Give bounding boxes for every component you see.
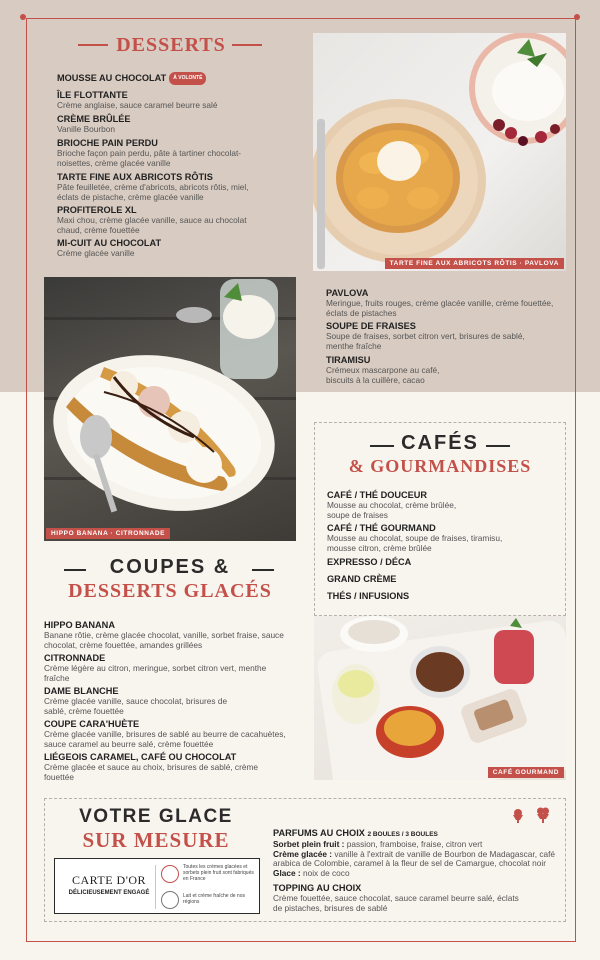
carte-dor-block — [54, 858, 260, 914]
glace-title-line2: SUR MESURE — [82, 828, 230, 852]
topping-heading: TOPPING AU CHOIX — [273, 883, 362, 893]
list-item — [326, 288, 556, 318]
list-item — [44, 719, 294, 749]
milk-icon — [161, 891, 179, 909]
hippo-banana-photo — [44, 277, 296, 541]
item-desc: Maxi chou, crème glacée vanille, sauce au chocolat chaud, crème fouettée — [57, 215, 247, 235]
corner-dot — [574, 14, 580, 20]
item-name: DAME BLANCHE — [44, 686, 119, 696]
item-name: MI-CUIT AU CHOCOLAT — [57, 238, 162, 248]
list-item — [44, 686, 244, 716]
glace-title-line1: VOTRE GLACE — [79, 806, 233, 827]
sorbet-label: Sorbet plein fruit : — [273, 839, 345, 849]
parfums-label: PARFUMS AU CHOIX — [273, 828, 365, 838]
france-icon — [161, 865, 179, 883]
list-item — [44, 653, 274, 683]
coupes-title-line1: COUPES & — [109, 556, 231, 578]
desserts-header — [78, 32, 264, 58]
ice-cream-cup-icon — [512, 808, 524, 824]
list-item — [57, 172, 257, 202]
photo-caption: TARTE FINE AUX ABRICOTS RÔTIS · PAVLOVA — [385, 258, 564, 269]
item-desc: Banane rôtie, crème glacée chocolat, vanille, sorbet fraise, sauce chocolat, crème fouettée, amandes grillées — [44, 630, 284, 650]
item-name: TIRAMISU — [326, 355, 371, 365]
brand-name: CARTE D'OR — [71, 873, 147, 887]
item-name: CRÈME BRÛLÉE — [57, 114, 131, 124]
coupes-title-line2: DESSERTS GLACÉS — [68, 580, 272, 602]
item-name: LIÉGEOIS CARAMEL, CAFÉ OU CHOCOLAT — [44, 752, 237, 762]
item-desc: Brioche façon pain perdu, pâte à tartiner chocolat-noisettes, crème glacée vanille — [57, 148, 242, 168]
item-name: COUPE CARA'HUÈTE — [44, 719, 140, 729]
item-name: BRIOCHE PAIN PERDU — [57, 138, 158, 148]
ice-cream-cup-icon — [536, 806, 550, 824]
list-item — [57, 90, 307, 111]
glace-label: Glace : — [273, 867, 301, 878]
parfums-boules: 2 BOULES / 3 BOULES — [367, 831, 438, 838]
item-name: PAVLOVA — [326, 288, 369, 298]
item-name: TARTE FINE AUX ABRICOTS RÔTIS — [57, 172, 213, 182]
list-item — [327, 574, 396, 585]
list-item — [57, 72, 307, 85]
creme-text: vanille à l'extrait de vanille de Bourbon de Madagascar, café arabica de Colombie, caramel à la fleur de sel de Camargue, chocolat noir — [273, 848, 556, 868]
corner-dot — [20, 14, 26, 20]
item-desc: Crème anglaise, sauce caramel beurre salé — [57, 100, 218, 110]
item-desc: Vanille Bourbon — [57, 124, 115, 134]
list-item — [327, 591, 409, 602]
item-desc: Meringue, fruits rouges, crème glacée vanille, crème fouettée, éclats de pistaches — [326, 298, 554, 318]
milk-note: Lait et crème fraîche de nos régions — [183, 893, 245, 905]
sorbet-text: passion, framboise, fraise, citron vert — [344, 839, 483, 849]
cafe-illustration — [314, 616, 566, 780]
list-item — [326, 321, 551, 351]
glace-line — [273, 869, 561, 879]
glace-text: noix de coco — [300, 867, 350, 878]
item-desc: Crémeux mascarpone au café, biscuits à la cuillère, cacao — [326, 365, 440, 385]
item-desc: Crème glacée et sauce au choix, brisures de sablé, crème fouettée — [44, 762, 258, 782]
parfums-section — [273, 828, 561, 913]
item-name: MOUSSE AU CHOCOLAT — [57, 73, 167, 83]
item-desc: Pâte feuilletée, crème d'abricots, abricots rôtis, miel, éclats de pistache, crème glacée vanille — [57, 182, 249, 202]
item-name: THÉS / INFUSIONS — [327, 591, 410, 601]
brand-tagline: DÉLICIEUSEMENT ENGAGÉ — [68, 890, 150, 896]
cafe-gourmand-photo — [314, 616, 566, 780]
carte-dor-logo — [63, 873, 155, 896]
a-volonte-badge: À VOLONTÉ — [169, 72, 206, 85]
creme-label: Crème glacée : — [273, 848, 333, 859]
item-name: CAFÉ / THÉ GOURMAND — [327, 523, 436, 533]
hippo-illustration — [44, 277, 296, 541]
item-desc: Crème légère au citron, meringue, sorbet citron vert, menthe fraîche — [44, 663, 267, 683]
item-desc: Mousse au chocolat, soupe de fraises, tiramisu, mousse citron, crème brûlée — [327, 533, 503, 553]
tarte-pavlova-photo — [313, 33, 566, 271]
list-item — [44, 752, 274, 782]
topping-text: Crème fouettée, sauce chocolat, sauce caramel beurre salé, éclats de pistaches, brisures de sablé — [273, 893, 519, 913]
item-desc: Crème glacée vanille — [57, 248, 135, 258]
item-desc: Mousse au chocolat, crème brûlée, soupe de fraises — [327, 500, 457, 520]
item-name: CITRONNADE — [44, 653, 106, 663]
desserts-title: DESSERTS — [116, 34, 226, 56]
creme-line — [273, 850, 561, 869]
cafes-title-line2: & GOURMANDISES — [348, 456, 532, 476]
item-name: HIPPO BANANA — [44, 620, 115, 630]
item-name: GRAND CRÈME — [327, 574, 397, 584]
item-name: PROFITEROLE XL — [57, 205, 137, 215]
item-name: ÎLE FLOTTANTE — [57, 90, 128, 100]
list-item — [326, 355, 466, 385]
list-item — [44, 620, 292, 650]
tarte-illustration — [313, 33, 566, 271]
photo-caption: HIPPO BANANA · CITRONNADE — [46, 528, 170, 539]
item-desc: Crème glacée vanille, brisures de sablé au beurre de cacahuètes, sauce caramel au beurre salé, crème fouettée — [44, 729, 286, 749]
list-item — [327, 523, 557, 553]
list-item — [327, 557, 411, 568]
coupes-header — [44, 556, 296, 603]
list-item — [57, 205, 257, 235]
france-note: Toutes les crèmes glacées et sorbets plein fruit sont fabriqués en France — [183, 864, 254, 882]
item-name: EXPRESSO / DÉCA — [327, 557, 412, 567]
item-desc: Crème glacée vanille, sauce chocolat, brisures de sablé, crème fouettée — [44, 696, 228, 716]
item-name: CAFÉ / THÉ DOUCEUR — [327, 490, 428, 500]
list-item — [57, 114, 307, 135]
list-item — [57, 238, 307, 259]
cafes-header — [314, 432, 566, 477]
item-name: SOUPE DE FRAISES — [326, 321, 416, 331]
photo-caption: CAFÉ GOURMAND — [488, 767, 564, 778]
item-desc: Soupe de fraises, sorbet citron vert, brisures de sablé, menthe fraîche — [326, 331, 525, 351]
list-item — [57, 138, 247, 168]
glace-header — [56, 806, 256, 853]
list-item — [327, 490, 557, 520]
cafes-title-line1: CAFÉS — [401, 432, 479, 454]
